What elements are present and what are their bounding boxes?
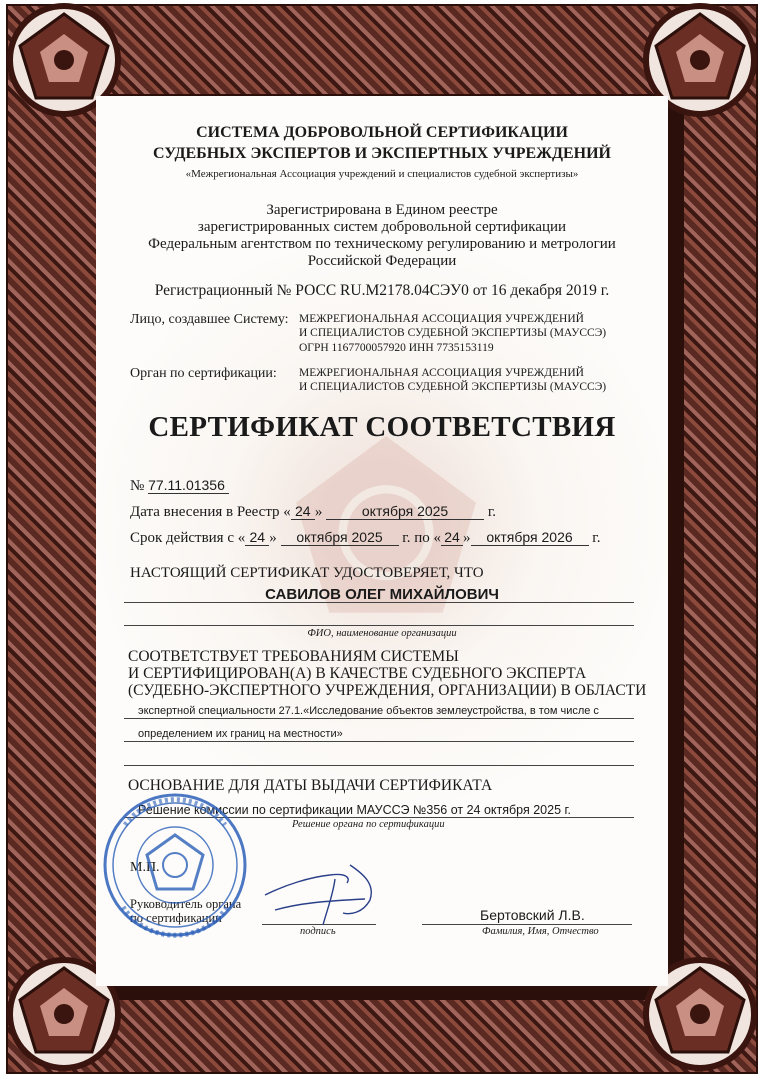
holder-extra-line bbox=[124, 625, 634, 626]
to-label: г. по « bbox=[402, 530, 441, 546]
basis-decision: Решение комиссии по сертификации МАУССЭ №356 от 24 октября 2025 г. bbox=[138, 803, 572, 817]
creator-line3: ОГРН 1167700057920 ИНН 7735153119 bbox=[299, 342, 494, 354]
cert-number-label: № bbox=[130, 478, 145, 494]
entry-date-row bbox=[130, 503, 496, 521]
signer-caption: Фамилия, Имя, Отчество bbox=[482, 926, 599, 937]
head-label-line1: Руководитель органа bbox=[130, 897, 242, 911]
official-seal-stamp-icon bbox=[95, 785, 275, 945]
system-heading-line1: СИСТЕМА ДОБРОВОЛЬНОЙ СЕРТИФИКАЦИИ bbox=[196, 124, 568, 141]
signature-caption: подпись bbox=[300, 926, 336, 937]
basis-caption: Решение органа по сертификации bbox=[292, 819, 445, 830]
certifier-line1: МЕЖРЕГИОНАЛЬНАЯ АССОЦИАЦИЯ УЧРЕЖДЕНИЙ bbox=[299, 367, 584, 379]
to-day: 24 bbox=[441, 529, 463, 546]
from-day: 24 bbox=[245, 529, 269, 546]
system-heading-line3: «Межрегиональная Ассоциация учреждений и специалистов судебной экспертизы» bbox=[185, 168, 579, 180]
from-quote: » bbox=[269, 530, 277, 546]
handwritten-signature-icon bbox=[255, 855, 385, 930]
specialty-underline-2 bbox=[124, 741, 634, 742]
creator-line2: И СПЕЦИАЛИСТОВ СУДЕБНОЙ ЭКСПЕРТИЗЫ (МАУССЭ) bbox=[299, 327, 607, 339]
certifier-label: Орган по сертификации: bbox=[130, 366, 277, 381]
basis-heading: ОСНОВАНИЕ ДЛЯ ДАТЫ ВЫДАЧИ СЕРТИФИКАТА bbox=[128, 777, 493, 794]
to-quote: » bbox=[463, 530, 471, 546]
validity-label: Срок действия с « bbox=[130, 530, 246, 546]
to-month-year: октября 2026 bbox=[471, 529, 589, 546]
creator-line1: МЕЖРЕГИОНАЛЬНАЯ АССОЦИАЦИЯ УЧРЕЖДЕНИЙ bbox=[299, 313, 584, 325]
cert-number: 77.11.01356 bbox=[148, 477, 229, 494]
holder-intro: НАСТОЯЩИЙ СЕРТИФИКАТ УДОСТОВЕРЯЕТ, ЧТО bbox=[130, 565, 484, 581]
registration-line2: зарегистрированных систем добровольной сертификации bbox=[197, 219, 567, 235]
head-label-line2: по сертификации bbox=[130, 911, 222, 925]
entry-label: Дата внесения в Реестр « bbox=[130, 504, 291, 520]
from-month-year: октября 2025 bbox=[281, 529, 399, 546]
holder-name: САВИЛОВ ОЛЕГ МИХАЙЛОВИЧ bbox=[265, 586, 499, 603]
registration-line4: Российской Федерации bbox=[307, 253, 457, 269]
certificate-title: СЕРТИФИКАТ СООТВЕТСТВИЯ bbox=[148, 411, 616, 443]
registration-line1: Зарегистрирована в Едином реестре bbox=[266, 202, 498, 218]
signer-name: Бертовский Л.В. bbox=[480, 907, 585, 923]
system-heading-line2: СУДЕБНЫХ ЭКСПЕРТОВ И ЭКСПЕРТНЫХ УЧРЕЖДЕНИЙ bbox=[153, 145, 611, 162]
certifier-line2: И СПЕЦИАЛИСТОВ СУДЕБНОЙ ЭКСПЕРТИЗЫ (МАУССЭ) bbox=[299, 381, 607, 393]
entry-quote: » bbox=[314, 504, 323, 520]
registration-line3: Федеральным агентством по техническому регулированию и метрологии bbox=[148, 236, 616, 252]
specialty-line1: экспертной специальности 27.1.«Исследование объектов землеустройства, в том числе с bbox=[138, 705, 599, 717]
conformity-line3: (СУДЕБНО-ЭКСПЕРТНОГО УЧРЕЖДЕНИЯ, ОРГАНИЗАЦИИ) В ОБЛАСТИ bbox=[128, 682, 647, 699]
specialty-underline-1 bbox=[124, 718, 634, 719]
registration-number: Регистрационный № РОСС RU.M2178.04СЭУ0 от 16 декабря 2019 г. bbox=[154, 282, 610, 299]
entry-day: 24 bbox=[291, 503, 315, 520]
signer-line bbox=[422, 924, 632, 925]
cert-number-row bbox=[130, 477, 229, 495]
entry-month-year: октября 2025 bbox=[326, 503, 484, 520]
to-year-suffix: г. bbox=[592, 530, 601, 546]
conformity-line1: СООТВЕТСТВУЕТ ТРЕБОВАНИЯМ СИСТЕМЫ bbox=[128, 648, 459, 665]
holder-name-line bbox=[124, 602, 634, 603]
seal-place-label: М.П. bbox=[130, 860, 160, 875]
holder-caption: ФИО, наименование организации bbox=[307, 628, 457, 639]
specialty-line2: определением их границ на местности» bbox=[138, 728, 343, 740]
specialty-underline-3 bbox=[124, 765, 634, 766]
conformity-line2: И СЕРТИФИЦИРОВАН(А) В КАЧЕСТВЕ СУДЕБНОГО ЭКСПЕРТА bbox=[128, 665, 587, 682]
entry-year-suffix: г. bbox=[487, 504, 497, 520]
validity-row bbox=[130, 529, 600, 547]
creator-label: Лицо, создавшее Систему: bbox=[130, 312, 289, 327]
